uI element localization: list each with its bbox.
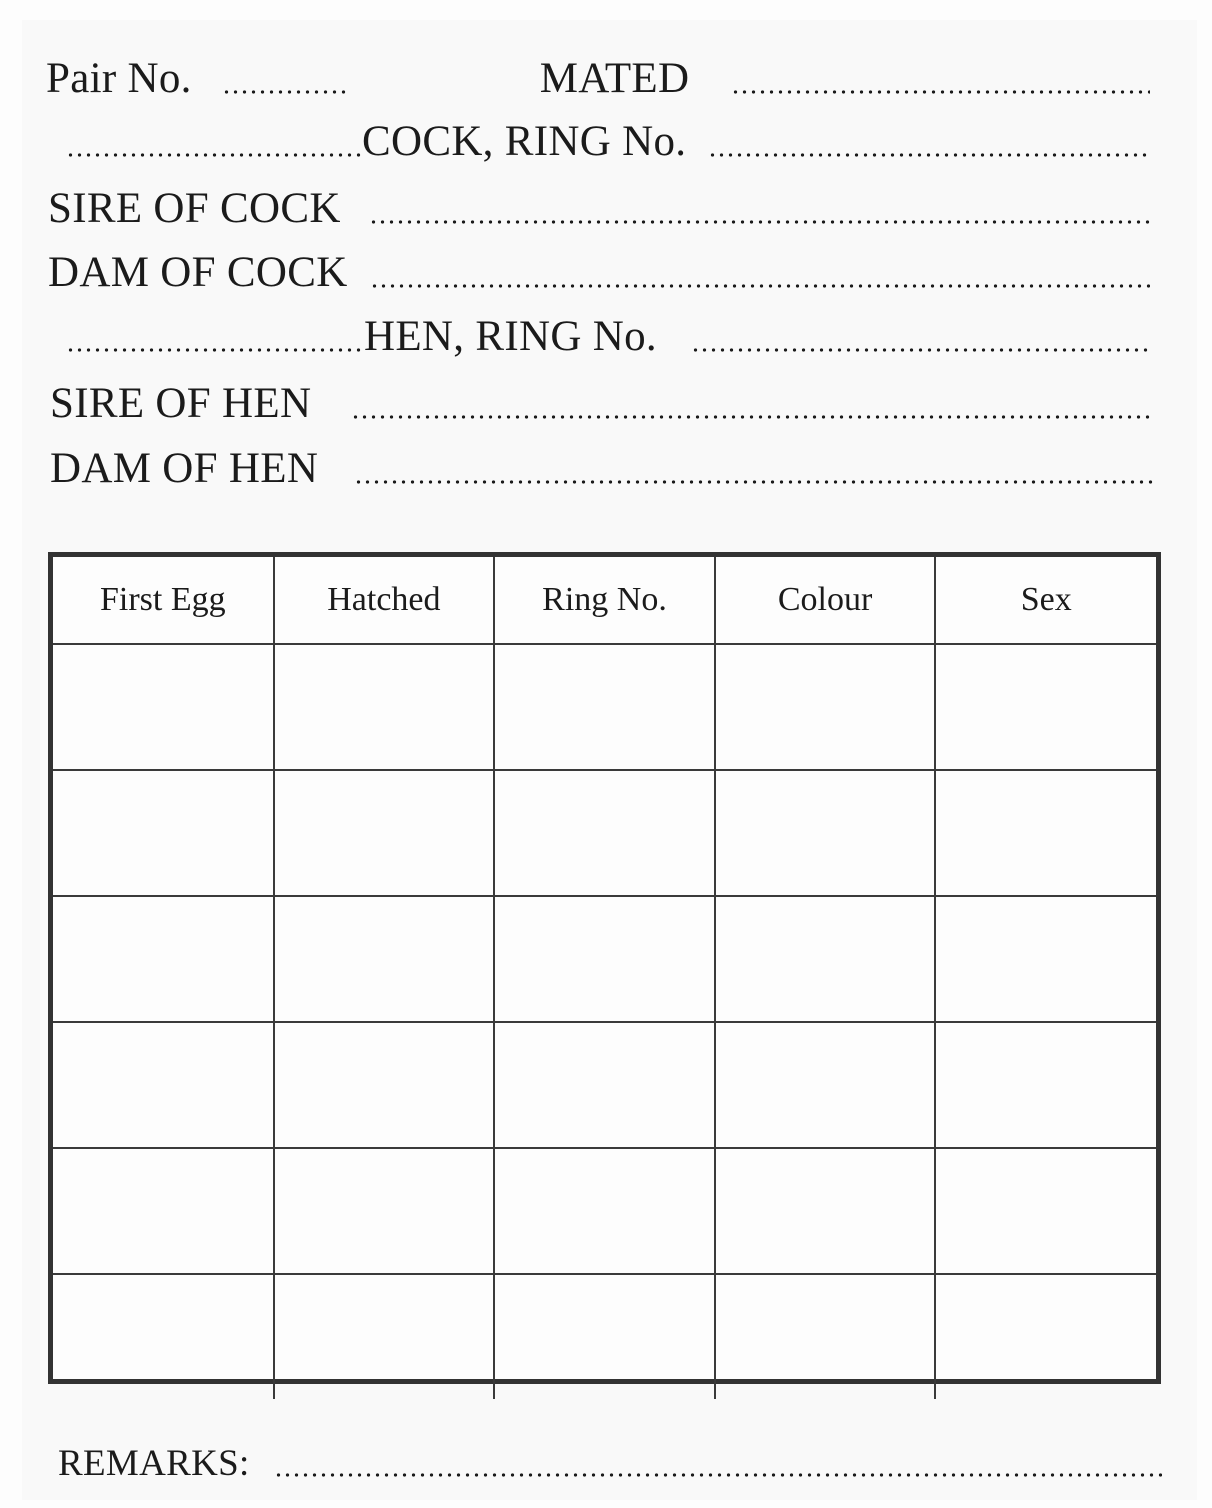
hen-ring-label: HEN, RING No. [364,313,657,360]
table-cell[interactable] [274,896,495,1022]
table-cell[interactable] [494,1274,715,1399]
dam-of-hen-label: DAM OF HEN [50,445,319,492]
table-cell[interactable] [935,770,1156,896]
table-cell[interactable] [935,896,1156,1022]
table-cell[interactable] [935,1148,1156,1274]
remarks-field[interactable] [274,1473,1162,1477]
hen-ring-field[interactable] [691,348,1152,352]
column-header-hatched: Hatched [274,557,495,644]
record-grid [53,557,1156,1399]
dam-of-cock-field[interactable] [370,284,1150,288]
pair-mated-row [46,54,1150,103]
hen-ring-row [66,312,1152,361]
table-cell[interactable] [935,1022,1156,1148]
table-row [53,1148,1156,1274]
remarks-label: REMARKS: [58,1443,250,1484]
sire-of-hen-label: SIRE OF HEN [50,380,312,427]
cock-ring-field[interactable] [708,153,1150,157]
table-cell[interactable] [274,1022,495,1148]
cock-name-field[interactable] [66,153,362,157]
table-cell[interactable] [274,644,495,770]
table-cell[interactable] [53,896,274,1022]
table-cell[interactable] [494,1022,715,1148]
dam-of-cock-row [48,248,1150,297]
table-cell[interactable] [53,1022,274,1148]
sire-of-cock-row [48,184,1150,233]
sire-of-cock-field[interactable] [369,220,1150,224]
table-cell[interactable] [715,896,936,1022]
breeding-record-table [48,552,1161,1384]
table-cell[interactable] [715,1274,936,1399]
table-cell[interactable] [715,770,936,896]
table-cell[interactable] [274,1274,495,1399]
remarks-row [58,1442,1162,1485]
dam-of-hen-row [50,444,1154,493]
sire-of-hen-row [50,379,1152,428]
mated-field[interactable] [731,90,1150,94]
pair-no-label: Pair No. [46,55,192,102]
table-cell[interactable] [53,770,274,896]
dam-of-cock-label: DAM OF COCK [48,249,348,296]
table-cell[interactable] [715,644,936,770]
table-cell[interactable] [935,1274,1156,1399]
column-header-first-egg: First Egg [53,557,274,644]
table-row [53,896,1156,1022]
cock-ring-label: COCK, RING No. [362,118,687,165]
table-cell[interactable] [494,644,715,770]
column-header-sex: Sex [935,557,1156,644]
table-cell[interactable] [715,1148,936,1274]
table-cell[interactable] [274,770,495,896]
table-cell[interactable] [935,644,1156,770]
table-row [53,770,1156,896]
table-cell[interactable] [53,644,274,770]
cock-ring-row [66,117,1150,166]
hen-name-field[interactable] [66,348,364,352]
dam-of-hen-field[interactable] [354,480,1154,484]
table-header-row [53,557,1156,644]
column-header-ring-no: Ring No. [494,557,715,644]
table-cell[interactable] [494,1148,715,1274]
table-row [53,644,1156,770]
table-row [53,1022,1156,1148]
mated-label: MATED [539,55,690,102]
sire-of-hen-field[interactable] [351,415,1152,419]
sire-of-cock-label: SIRE OF COCK [48,185,341,232]
table-cell[interactable] [53,1274,274,1399]
pair-no-field[interactable] [222,90,348,94]
table-cell[interactable] [494,896,715,1022]
table-cell[interactable] [715,1022,936,1148]
table-cell[interactable] [53,1148,274,1274]
table-row [53,1274,1156,1399]
table-cell[interactable] [494,770,715,896]
table-cell[interactable] [274,1148,495,1274]
column-header-colour: Colour [715,557,936,644]
